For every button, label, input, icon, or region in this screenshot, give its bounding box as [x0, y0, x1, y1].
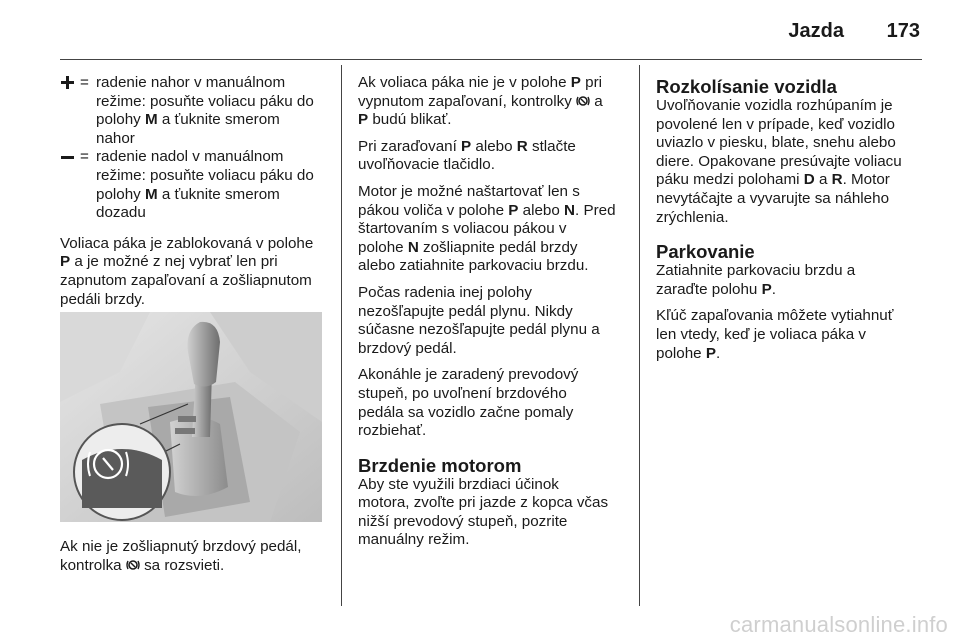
paragraph-brake-lamp: Ak nie je zošliapnutý brzdový pedál, kontrolka sa rozsvieti.: [60, 538, 302, 574]
paragraph-rocking-vehicle: Uvoľňovanie vozidla rozhúpaním je povolené len v prípade, keď vozidlo uviazlo v piesku, blate, snehu alebo diere. Opakovane presúvajte voliacu páku medzi polohami D a R. Motor nevytáčajte a vyvarujte sa náhleho zrýchlenia.: [656, 97, 902, 226]
paragraph-engine-braking: Aby ste využili brzdiaci účinok motora, zvoľte pri jazde z kopca včas nižší prevodový stupeň, pozrite manuálny režim.: [358, 475, 609, 549]
column-divider-1: [341, 65, 342, 606]
column-3: [656, 74, 931, 371]
definition-text: radenie nahor v manuálnom režime: posuňte voliacu páku do polohy M a ťuknite smerom nahor: [96, 74, 314, 147]
paragraph-shifting-throttle: Počas radenia inej polohy nezošľapujte pedál plynu. Nikdy súčasne nezošľapujte pedál plynu a brzdový pedál.: [358, 283, 600, 357]
gear-selector-illustration: [60, 312, 322, 522]
paragraph-lock-info: Voliaca páka je zablokovaná v polohe P a je možné z nej vybrať len pri zapnutom zapaľovaní a zošliapnutom pedáli brzdy.: [60, 234, 314, 308]
definition-upshift: [60, 74, 330, 148]
plus-icon: [60, 74, 80, 92]
paragraph-ignition-key: Kľúč zapaľovania môžete vytiahnuť len vtedy, keď je voliaca páka v polohe P.: [656, 307, 894, 362]
column-divider-2: [639, 65, 640, 606]
minus-icon: [60, 148, 80, 166]
watermark: carmanualsonline.info: [729, 612, 948, 637]
definition-text: radenie nadol v manuálnom režime: posuňte voliacu páku do polohy M a ťuknite smerom dozadu: [96, 148, 314, 222]
heading-rocking-vehicle: Rozkolísanie vozidla: [656, 76, 837, 97]
column-1: [60, 74, 330, 317]
heading-parking: Parkovanie: [656, 241, 755, 263]
page-number: 173: [886, 20, 920, 42]
shift-definitions: [60, 74, 330, 223]
paragraph-parking-brake: Zatiahnite parkovaciu brzdu a zaraďte polohu P.: [656, 262, 856, 298]
header-rule: [60, 59, 922, 60]
column-2: [358, 74, 633, 558]
heading-engine-braking: Brzdenie motorom: [358, 454, 522, 476]
section-title: Jazda: [788, 20, 844, 42]
column-1-lower: [60, 538, 330, 583]
equals-sign: =: [80, 74, 89, 91]
definition-downshift: [60, 148, 330, 222]
paragraph-ignition-off: Ak voliaca páka nie je v polohe P pri vypnutom zapaľovaní, kontrolky a P budú blikať.: [358, 74, 603, 129]
equals-sign: =: [80, 148, 89, 166]
paragraph-creep: Akonáhle je zaradený prevodový stupeň, po uvoľnení brzdového pedála sa vozidlo začne pomaly rozbiehať.: [358, 366, 579, 440]
brake-warning-lamp-icon: [576, 94, 590, 108]
paragraph-engine-start: Motor je možné naštartovať len s pákou voliča v polohe P alebo N. Pred štartovaním s voliacou pákou v polohe N zošliapnite pedál brzdy alebo zatiahnite parkovaciu brzdu.: [358, 182, 616, 275]
paragraph-release-button: Pri zaraďovaní P alebo R stlačte uvoľňovacie tlačidlo.: [358, 137, 576, 174]
brake-warning-lamp-icon: [126, 558, 140, 572]
